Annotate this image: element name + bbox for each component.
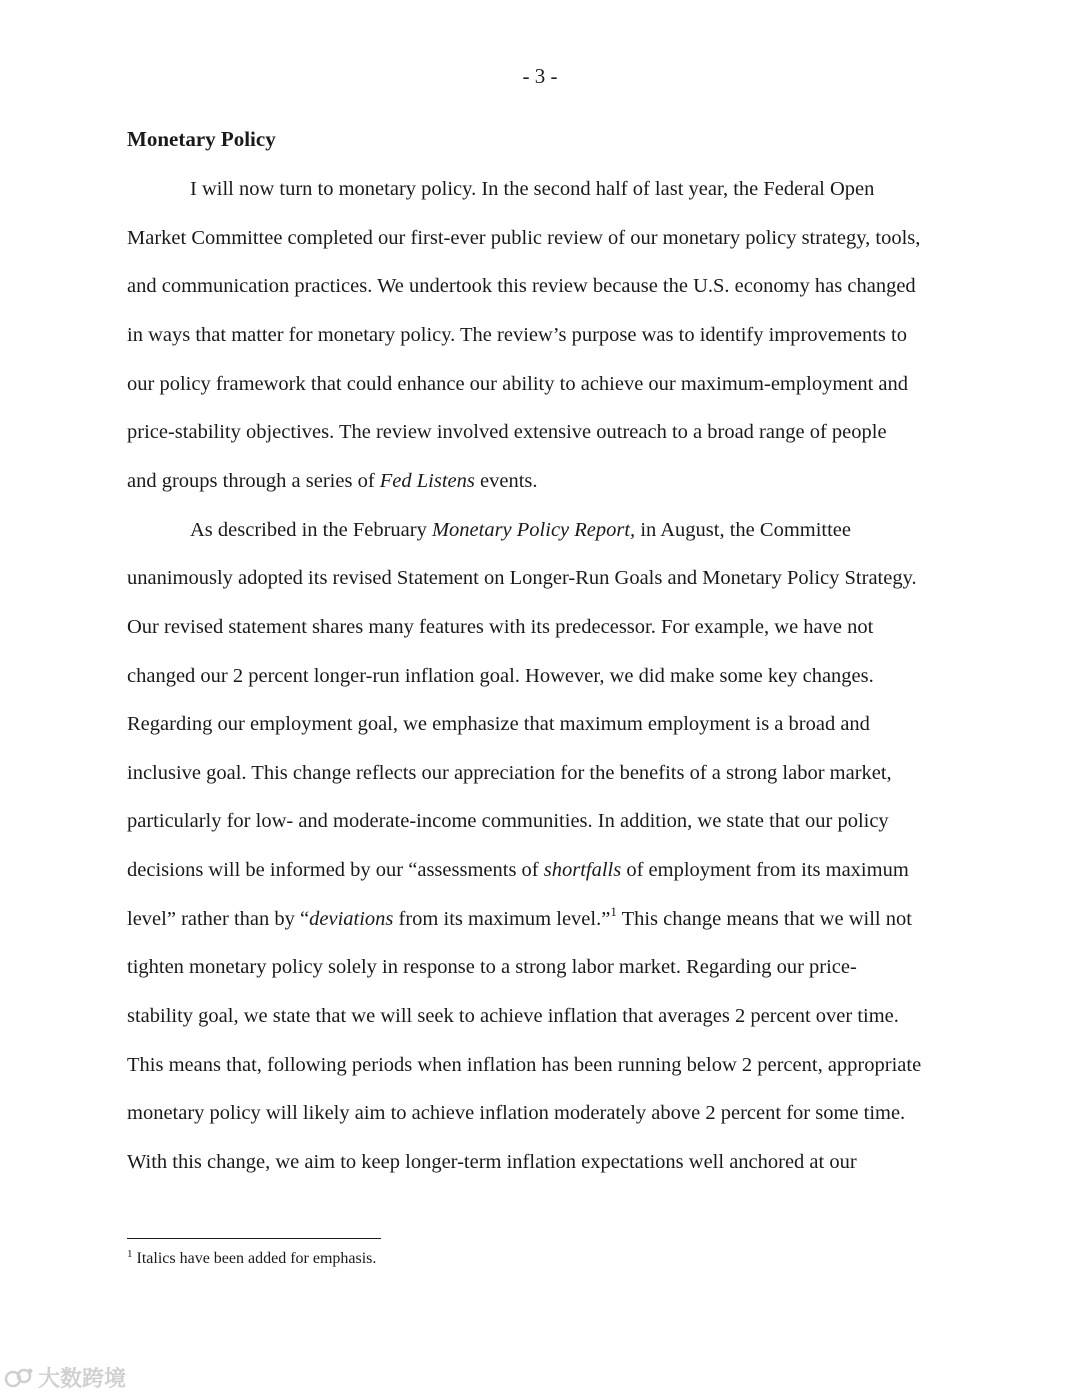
watermark-text: 大数跨境 [38,1367,127,1392]
body-line: and groups through a series of Fed Listens events. [127,470,538,492]
body-line: and communication practices. We undertook this review because the U.S. economy has changed [127,275,916,297]
body-line: unanimously adopted its revised Statement on Longer-Run Goals and Monetary Policy Strategy. [127,567,917,589]
italic-text: Fed Listens [379,470,475,492]
italic-text: Monetary Policy Report, [431,519,636,541]
body-line: price-stability objectives. The review involved extensive outreach to a broad range of people [127,421,887,443]
watermark [4,1362,126,1393]
body-line: As described in the February Monetary Policy Report, in August, the Committee [190,519,851,541]
body-line: monetary policy will likely aim to achieve inflation moderately above 2 percent for some time. [127,1102,906,1124]
body-line: our policy framework that could enhance our ability to achieve our maximum-employment and [127,373,909,395]
italic-text: deviations [309,908,394,930]
body-line: particularly for low- and moderate-income communities. In addition, we state that our policy [127,810,889,832]
body-line: level” rather than by “deviations from its maximum level.”$^1$ This change means that we will not [127,904,912,930]
section-heading: Monetary Policy [127,127,276,151]
footnote [127,1250,376,1268]
body-line: Regarding our employment goal, we emphasize that maximum employment is a broad and [127,713,870,735]
body-line: This means that, following periods when inflation has been running below 2 percent, appropriate [127,1054,922,1076]
body-line: tighten monetary policy solely in response to a strong labor market. Regarding our price- [127,956,857,978]
body-line: Market Committee completed our first-ever public review of our monetary policy strategy, tools, [127,227,921,249]
logo-icon [4,1366,34,1390]
footnote-text: Italics have been added for emphasis. [132,1250,377,1267]
page-number: - 3 - [522,64,558,88]
body-line: inclusive goal. This change reflects our appreciation for the benefits of a strong labor market, [127,762,892,784]
footnote-marker: 1 [127,1248,133,1260]
body-line: in ways that matter for monetary policy. The review’s purpose was to identify improvements to [127,324,907,346]
footnote-ref[interactable]: 1 [610,904,617,919]
footnote-divider [127,1238,381,1239]
body-line: I will now turn to monetary policy. In the second half of last year, the Federal Open [190,178,875,200]
body-line: stability goal, we state that we will seek to achieve inflation that averages 2 percent over time. [127,1005,899,1027]
body-line: Our revised statement shares many features with its predecessor. For example, we have not [127,616,874,638]
italic-text: shortfalls [543,859,622,881]
body-line: With this change, we aim to keep longer-term inflation expectations well anchored at our [127,1151,857,1173]
body-line: changed our 2 percent longer-run inflation goal. However, we did make some key changes. [127,665,874,687]
body-line: decisions will be informed by our “assessments of shortfalls of employment from its maximum [127,859,909,881]
